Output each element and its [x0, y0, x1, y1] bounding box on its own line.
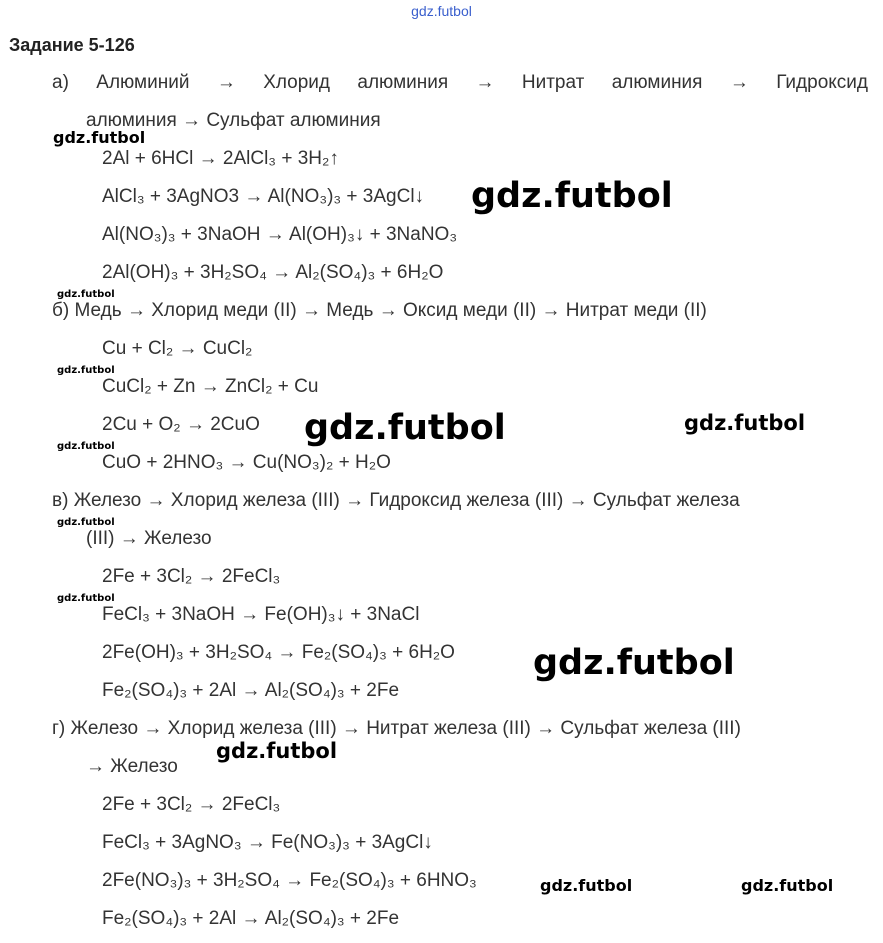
equation-a-4: 2Al(OH)₃ + 3H₂SO₄ → Al₂(SO₄)₃ + 6H₂O: [102, 262, 444, 283]
equation-b-4: CuO + 2HNO₃ → Cu(NO₃)₂ + H₂O: [102, 452, 391, 473]
equation-v-3: 2Fe(OH)₃ + 3H₂SO₄ → Fe₂(SO₄)₃ + 6H₂O: [102, 642, 455, 663]
chain-v-line1: в) Железо → Хлорид железа (III) → Гидроксид железа (III) → Сульфат железа: [52, 490, 740, 511]
chain-a-line2: алюминия → Сульфат алюминия: [86, 110, 381, 131]
watermark-12: gdz.futbol: [540, 876, 633, 895]
chain-v-line2: (III) → Железо: [86, 528, 212, 549]
chain-a-line1: а) Алюминий → Хлорид алюминия → Нитрат алюминия → Гидроксид: [52, 72, 868, 93]
equation-a-3: Al(NO₃)₃ + 3NaOH → Al(OH)₃↓ + 3NaNO₃: [102, 224, 458, 245]
watermark-11: gdz.futbol: [216, 739, 338, 763]
watermark-9: gdz.futbol: [57, 593, 115, 604]
watermark-1: gdz.futbol: [53, 128, 146, 147]
chain-g-line1: г) Железо → Хлорид железа (III) → Нитрат железа (III) → Сульфат железа (III): [52, 718, 741, 739]
equation-v-2: FeCl₃ + 3NaOH → Fe(OH)₃↓ + 3NaCl: [102, 604, 420, 625]
watermark-8: gdz.futbol: [57, 517, 115, 528]
chain-b-line1: б) Медь → Хлорид меди (II) → Медь → Оксид меди (II) → Нитрат меди (II): [52, 300, 707, 321]
watermark-6: gdz.futbol: [684, 411, 806, 435]
watermark-7: gdz.futbol: [57, 441, 115, 452]
watermark-13: gdz.futbol: [741, 876, 834, 895]
watermark-2: gdz.futbol: [471, 176, 673, 216]
equation-v-1: 2Fe + 3Cl₂ → 2FeCl₃: [102, 566, 281, 587]
equation-g-4: Fe₂(SO₄)₃ + 2Al → Al₂(SO₄)₃ + 2Fe: [102, 908, 400, 929]
equation-g-1: 2Fe + 3Cl₂ → 2FeCl₃: [102, 794, 281, 815]
equation-g-2: FeCl₃ + 3AgNO₃ → Fe(NO₃)₃ + 3AgCl↓: [102, 832, 433, 853]
equation-v-4: Fe₂(SO₄)₃ + 2Al → Al₂(SO₄)₃ + 2Fe: [102, 680, 400, 701]
task-title: Задание 5-126: [9, 35, 135, 55]
site-header-link[interactable]: gdz.futbol: [411, 3, 472, 19]
watermark-3: gdz.futbol: [57, 289, 115, 300]
equation-a-2: AlCl₃ + 3AgNO3 → Al(NO₃)₃ + 3AgCl↓: [102, 186, 425, 207]
watermark-5: gdz.futbol: [304, 408, 506, 448]
chain-g-line2: → Железо: [86, 756, 178, 777]
equation-b-2: CuCl₂ + Zn → ZnCl₂ + Cu: [102, 376, 319, 397]
equation-a-1: 2Al + 6HCl → 2AlCl₃ + 3H₂↑: [102, 148, 339, 169]
equation-b-3: 2Cu + O₂ → 2CuO: [102, 414, 260, 435]
watermark-4: gdz.futbol: [57, 365, 115, 376]
equation-g-3: 2Fe(NO₃)₃ + 3H₂SO₄ → Fe₂(SO₄)₃ + 6HNO₃: [102, 870, 477, 891]
watermark-10: gdz.futbol: [533, 643, 735, 683]
equation-b-1: Cu + Cl₂ → CuCl₂: [102, 338, 253, 359]
